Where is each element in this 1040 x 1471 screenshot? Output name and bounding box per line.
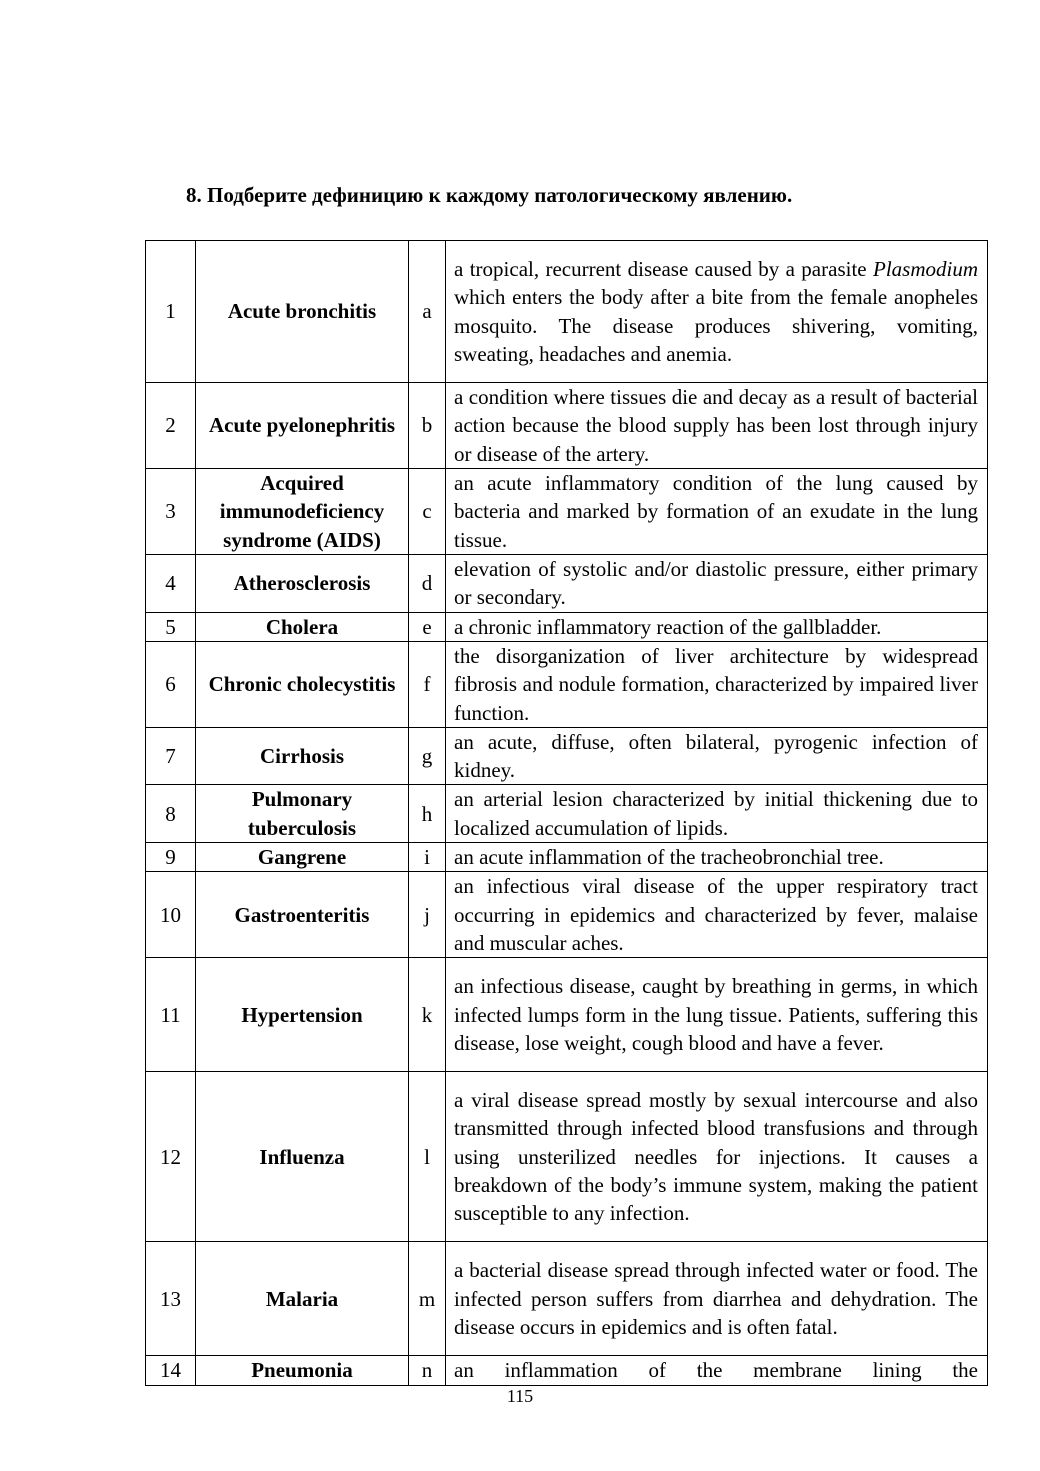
term-cell: Hypertension (196, 958, 409, 1072)
table-row (146, 241, 988, 383)
definition-text: a tropical, recurrent disease caused by a parasite (454, 256, 873, 281)
table-row (146, 785, 988, 843)
term-cell: Influenza (196, 1072, 409, 1242)
definition-cell: an acute, diffuse, often bilateral, pyrogenic infection of kidney. (446, 727, 988, 785)
definition-cell: an acute inflammation of the tracheobronchial tree. (446, 843, 988, 872)
table-row (146, 872, 988, 958)
table-row (146, 612, 988, 641)
definition-letter: f (409, 641, 446, 727)
definition-italic-term: Plasmodium (873, 256, 978, 281)
definition-letter: c (409, 469, 446, 555)
definition-cell: an acute inflammatory condition of the lung caused by bacteria and marked by formation of an exudate in the lung tissue. (446, 469, 988, 555)
row-number: 9 (146, 843, 196, 872)
page-number: 115 (506, 1386, 534, 1406)
definition-cell: a condition where tissues die and decay as a result of bacterial action because the blood supply has been lost through injury or disease of the artery. (446, 383, 988, 469)
definition-letter: i (409, 843, 446, 872)
definition-cell: elevation of systolic and/or diastolic pressure, either primary or secondary. (446, 555, 988, 613)
table-row (146, 843, 988, 872)
row-number: 5 (146, 612, 196, 641)
table-row (146, 1242, 988, 1356)
exercise-heading: 8. Подберите дефиницию к каждому патологическому явлению. (186, 183, 793, 207)
term-cell: Acquired immunodeficiency syndrome (AIDS) (196, 469, 409, 555)
definition-letter: n (409, 1356, 446, 1385)
term-cell: Cholera (196, 612, 409, 641)
table-row (146, 958, 988, 1072)
definition-letter: j (409, 872, 446, 958)
definition-letter: b (409, 383, 446, 469)
definition-cell: the disorganization of liver architecture by widespread fibrosis and nodule formation, characterized by impaired liver function. (446, 641, 988, 727)
row-number: 10 (146, 872, 196, 958)
definition-letter: a (409, 241, 446, 383)
table-row (146, 1072, 988, 1242)
definition-letter: d (409, 555, 446, 613)
term-cell: Atherosclerosis (196, 555, 409, 613)
row-number: 4 (146, 555, 196, 613)
row-number: 11 (146, 958, 196, 1072)
definition-cell (446, 241, 988, 383)
definition-cell: a bacterial disease spread through infected water or food. The infected person suffers from diarrhea and dehydration. The disease occurs in epidemics and is often fatal. (446, 1242, 988, 1356)
row-number: 2 (146, 383, 196, 469)
row-number: 12 (146, 1072, 196, 1242)
definition-letter: k (409, 958, 446, 1072)
definition-letter: g (409, 727, 446, 785)
table-row (146, 641, 988, 727)
row-number: 8 (146, 785, 196, 843)
table-row (146, 727, 988, 785)
term-cell: Acute pyelonephritis (196, 383, 409, 469)
row-number: 7 (146, 727, 196, 785)
table-row (146, 383, 988, 469)
definition-letter: e (409, 612, 446, 641)
table-row (146, 555, 988, 613)
term-cell: Malaria (196, 1242, 409, 1356)
term-cell: Cirrhosis (196, 727, 409, 785)
definition-letter: h (409, 785, 446, 843)
definition-cell: an arterial lesion characterized by initial thickening due to localized accumulation of lipids. (446, 785, 988, 843)
term-cell: Pneumonia (196, 1356, 409, 1385)
table-row (146, 1356, 988, 1385)
definition-text: which enters the body after a bite from the female anopheles mosquito. The disease produces shivering, vomiting, sweating, headaches and anemia. (454, 285, 978, 366)
definition-cell: a viral disease spread mostly by sexual intercourse and also transmitted through infected blood transfusions and through using unsterilized needles for injections. It causes a breakdown of the body’s immune system, making the patient susceptible to any infection. (446, 1072, 988, 1242)
row-number: 6 (146, 641, 196, 727)
definition-letter: m (409, 1242, 446, 1356)
definitions-table (145, 240, 988, 1386)
table-row (146, 469, 988, 555)
row-number: 14 (146, 1356, 196, 1385)
definition-cell: an infectious viral disease of the upper respiratory tract occurring in epidemics and characterized by fever, malaise and muscular aches. (446, 872, 988, 958)
definition-letter: l (409, 1072, 446, 1242)
term-cell: Gastroenteritis (196, 872, 409, 958)
term-cell: Pulmonary tuberculosis (196, 785, 409, 843)
term-cell: Gangrene (196, 843, 409, 872)
row-number: 3 (146, 469, 196, 555)
definition-cell: a chronic inflammatory reaction of the gallbladder. (446, 612, 988, 641)
definition-cell: an infectious disease, caught by breathing in germs, in which infected lumps form in the lung tissue. Patients, suffering this disease, lose weight, cough blood and have a fever. (446, 958, 988, 1072)
term-cell: Acute bronchitis (196, 241, 409, 383)
row-number: 1 (146, 241, 196, 383)
term-cell: Chronic cholecystitis (196, 641, 409, 727)
row-number: 13 (146, 1242, 196, 1356)
definition-cell: an inflammation of the membrane lining the (446, 1356, 988, 1385)
